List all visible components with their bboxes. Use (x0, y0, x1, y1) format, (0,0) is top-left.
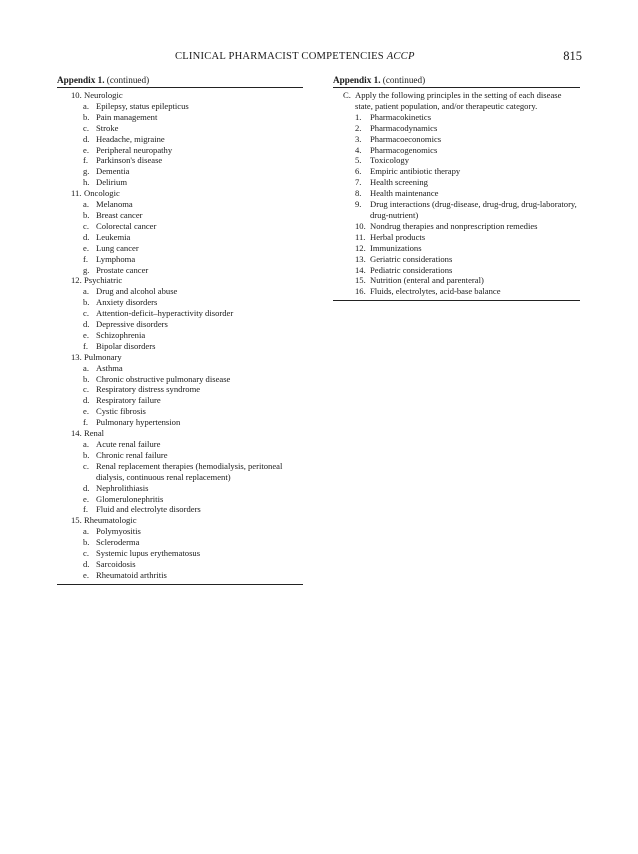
item-text: Respiratory failure (96, 395, 161, 406)
item-label: h. (83, 177, 90, 188)
item-text: Lung cancer (96, 242, 139, 253)
item-text: Respiratory distress syndrome (96, 384, 201, 395)
item-label: g. (83, 166, 90, 177)
item-text: Pain management (96, 111, 158, 122)
item-text: Geriatric considerations (370, 253, 453, 264)
list-item (57, 210, 303, 221)
item-text: Peripheral neuropathy (96, 144, 173, 155)
item-text: Leukemia (96, 231, 131, 242)
item-label: a. (83, 100, 89, 111)
list-item (333, 155, 580, 166)
item-label: e. (83, 569, 89, 580)
item-label: 10. (355, 220, 366, 231)
item-text: Anxiety disorders (96, 297, 158, 308)
item-label: 14. (355, 264, 366, 275)
item-label: f. (83, 417, 89, 428)
item-text: Chronic renal failure (96, 449, 168, 460)
item-label: b. (83, 111, 90, 122)
list-item (57, 145, 303, 156)
item-label: c. (83, 548, 89, 559)
list-item (333, 199, 580, 221)
item-label: c. (83, 220, 89, 231)
list-item (57, 504, 303, 515)
list-item (57, 570, 303, 581)
outline-section (57, 352, 303, 363)
item-label: 9. (355, 199, 362, 210)
item-label: c. (83, 308, 89, 319)
item-text: Pediatric considerations (370, 264, 453, 275)
item-text: Acute renal failure (96, 439, 161, 449)
list-item (333, 265, 580, 276)
list-item (57, 155, 303, 166)
list-item (57, 243, 303, 254)
item-label: a. (83, 286, 89, 297)
item-text: Polymyositis (96, 526, 141, 537)
item-text: Pharmacokinetics (370, 111, 432, 122)
list-item (57, 123, 303, 134)
item-text: Immunizations (370, 242, 422, 253)
item-text: Scleroderma (96, 537, 140, 548)
list-item (57, 374, 303, 385)
list-item (57, 101, 303, 112)
item-label: 15. (355, 275, 366, 286)
list-item (333, 112, 580, 123)
list-item (333, 254, 580, 265)
item-label: d. (83, 231, 90, 242)
section-number: 14. (71, 428, 82, 439)
list-item (57, 319, 303, 330)
item-label: d. (83, 482, 90, 493)
item-label: f. (83, 155, 89, 166)
section-number: 10. (71, 90, 82, 100)
item-label: 12. (355, 242, 366, 253)
item-label: 1. (355, 111, 362, 122)
list-item (57, 134, 303, 145)
item-label: c. (83, 384, 89, 395)
item-text: Fluid and electrolyte disorders (96, 504, 201, 515)
list-item (57, 221, 303, 232)
item-label: 7. (355, 177, 362, 188)
list-item (57, 537, 303, 548)
list-item (57, 548, 303, 559)
principles-items (333, 112, 580, 297)
item-text: Asthma (96, 362, 123, 373)
item-label: 13. (355, 253, 366, 264)
list-item (57, 483, 303, 494)
item-text: Health screening (370, 177, 428, 188)
list-item (57, 395, 303, 406)
item-label: c. (83, 122, 89, 133)
item-text: Attention-deficit–hyperactivity disorder (96, 308, 234, 319)
item-label: d. (83, 558, 90, 569)
item-text: Dementia (96, 166, 130, 177)
list-item (57, 559, 303, 570)
table-caption-left (57, 74, 303, 88)
item-text: Cystic fibrosis (96, 406, 146, 417)
list-item (57, 177, 303, 188)
item-label: e. (83, 329, 89, 340)
item-text: Schizophrenia (96, 329, 146, 340)
item-text: Drug and alcohol abuse (96, 286, 178, 297)
item-label: a. (83, 439, 89, 449)
item-text: Herbal products (370, 231, 426, 242)
item-text: Pulmonary hypertension (96, 417, 181, 428)
item-text: Sarcoidosis (96, 558, 136, 569)
item-text: Nondrug therapies and nonprescription remedies (370, 220, 538, 231)
section-title: Neurologic (84, 90, 123, 100)
caption-label: Appendix 1. (333, 75, 381, 85)
item-text: Pharmacodynamics (370, 122, 438, 133)
left-column (57, 74, 303, 585)
item-label: e. (83, 242, 89, 253)
item-text: Lymphoma (96, 253, 136, 264)
page-number: 815 (563, 49, 582, 63)
section-number: 15. (71, 515, 82, 526)
section-number: 13. (71, 351, 82, 362)
caption-continued: (continued) (106, 75, 150, 85)
outline-section (57, 90, 303, 101)
item-text: Chronic obstructive pulmonary disease (96, 373, 231, 384)
item-text: Rheumatoid arthritis (96, 569, 167, 580)
item-text: Delirium (96, 177, 128, 188)
section-title: Renal (84, 428, 105, 439)
right-outline-list (333, 88, 580, 301)
section-title: Oncologic (84, 188, 120, 199)
list-item (57, 363, 303, 374)
list-item (57, 417, 303, 428)
outline-section (57, 515, 303, 526)
item-text: Renal replacement therapies (hemodialysis, peritoneal dialysis, continuous renal replacement) (96, 460, 283, 482)
item-text: Nutrition (enteral and parenteral) (370, 275, 484, 286)
list-item (333, 275, 580, 286)
principles-intro (333, 90, 580, 112)
intro-label: C. (343, 90, 351, 100)
item-text: Melanoma (96, 199, 133, 210)
item-label: a. (83, 199, 89, 210)
item-text: Parkinson's disease (96, 155, 163, 166)
item-label: b. (83, 209, 90, 220)
intro-text: Apply the following principles in the setting of each disease state, patient population, and/or therapeutic category. (355, 90, 562, 111)
list-item (333, 188, 580, 199)
item-label: a. (83, 526, 89, 537)
list-item (57, 450, 303, 461)
item-text: Drug interactions (drug-disease, drug-drug, drug-laboratory, drug-nutrient) (370, 199, 577, 220)
item-text: Breast cancer (96, 209, 143, 220)
list-item (57, 406, 303, 417)
journal-name: ACCP (386, 51, 415, 62)
item-text: Toxicology (370, 155, 410, 166)
item-label: d. (83, 133, 90, 144)
list-item (57, 341, 303, 352)
list-item (333, 145, 580, 156)
list-item (333, 134, 580, 145)
item-label: b. (83, 297, 90, 308)
item-label: e. (83, 144, 89, 155)
item-label: 5. (355, 155, 362, 166)
item-text: Epilepsy, status epilepticus (96, 100, 189, 111)
item-label: a. (83, 362, 89, 373)
list-item (57, 297, 303, 308)
list-item (57, 526, 303, 537)
list-item (57, 384, 303, 395)
section-number: 11. (71, 188, 82, 199)
running-title-text: CLINICAL PHARMACIST COMPETENCIES (175, 51, 384, 62)
outline-section (57, 275, 303, 286)
item-text: Glomerulonephritis (96, 493, 164, 504)
caption-continued: (continued) (382, 75, 426, 85)
page-header (0, 51, 638, 67)
table-caption-right (333, 74, 580, 88)
item-text: Depressive disorders (96, 319, 168, 330)
section-title: Psychiatric (84, 275, 123, 286)
item-label: e. (83, 406, 89, 417)
list-item (333, 123, 580, 134)
item-label: f. (83, 504, 89, 515)
running-title (175, 51, 415, 62)
item-text: Stroke (96, 122, 119, 133)
item-label: e. (83, 493, 89, 504)
list-item (57, 254, 303, 265)
list-item (57, 166, 303, 177)
item-label: g. (83, 264, 90, 275)
list-item (333, 232, 580, 243)
item-label: f. (83, 340, 89, 351)
list-item (333, 221, 580, 232)
item-label: c. (83, 460, 89, 471)
item-text: Headache, migraine (96, 133, 165, 144)
item-text: Health maintenance (370, 188, 439, 199)
left-outline-list (57, 88, 303, 585)
outline-section (57, 188, 303, 199)
list-item (57, 330, 303, 341)
list-item (333, 166, 580, 177)
item-label: 4. (355, 144, 362, 155)
item-text: Prostate cancer (96, 264, 149, 275)
list-item (57, 308, 303, 319)
list-item (57, 286, 303, 297)
outline-section (57, 428, 303, 439)
item-label: 11. (355, 231, 366, 242)
list-item (57, 199, 303, 210)
item-label: 6. (355, 166, 362, 177)
item-text: Pharmacogenomics (370, 144, 438, 155)
section-title: Rheumatologic (84, 515, 137, 526)
list-item (333, 243, 580, 254)
list-item (57, 439, 303, 450)
item-label: d. (83, 319, 90, 330)
item-text: Systemic lupus erythematosus (96, 548, 201, 559)
item-text: Empiric antibiotic therapy (370, 166, 461, 177)
list-item (57, 112, 303, 123)
item-label: f. (83, 253, 89, 264)
list-item (57, 232, 303, 243)
item-label: 3. (355, 133, 362, 144)
item-label: 2. (355, 122, 362, 133)
list-item (333, 177, 580, 188)
item-text: Pharmacoeconomics (370, 133, 442, 144)
section-title: Pulmonary (84, 351, 122, 362)
item-label: 8. (355, 188, 362, 199)
right-column (333, 74, 580, 301)
list-item (333, 286, 580, 297)
item-label: 16. (355, 286, 366, 297)
item-text: Bipolar disorders (96, 340, 156, 351)
list-item (57, 265, 303, 276)
list-item (57, 494, 303, 505)
section-number: 12. (71, 275, 82, 286)
item-label: b. (83, 537, 90, 548)
item-label: d. (83, 395, 90, 406)
list-item (57, 461, 303, 483)
item-label: b. (83, 373, 90, 384)
caption-label: Appendix 1. (57, 75, 105, 85)
item-label: b. (83, 449, 90, 460)
item-text: Nephrolithiasis (96, 482, 149, 493)
item-text: Colorectal cancer (96, 220, 157, 231)
item-text: Fluids, electrolytes, acid-base balance (370, 286, 501, 297)
